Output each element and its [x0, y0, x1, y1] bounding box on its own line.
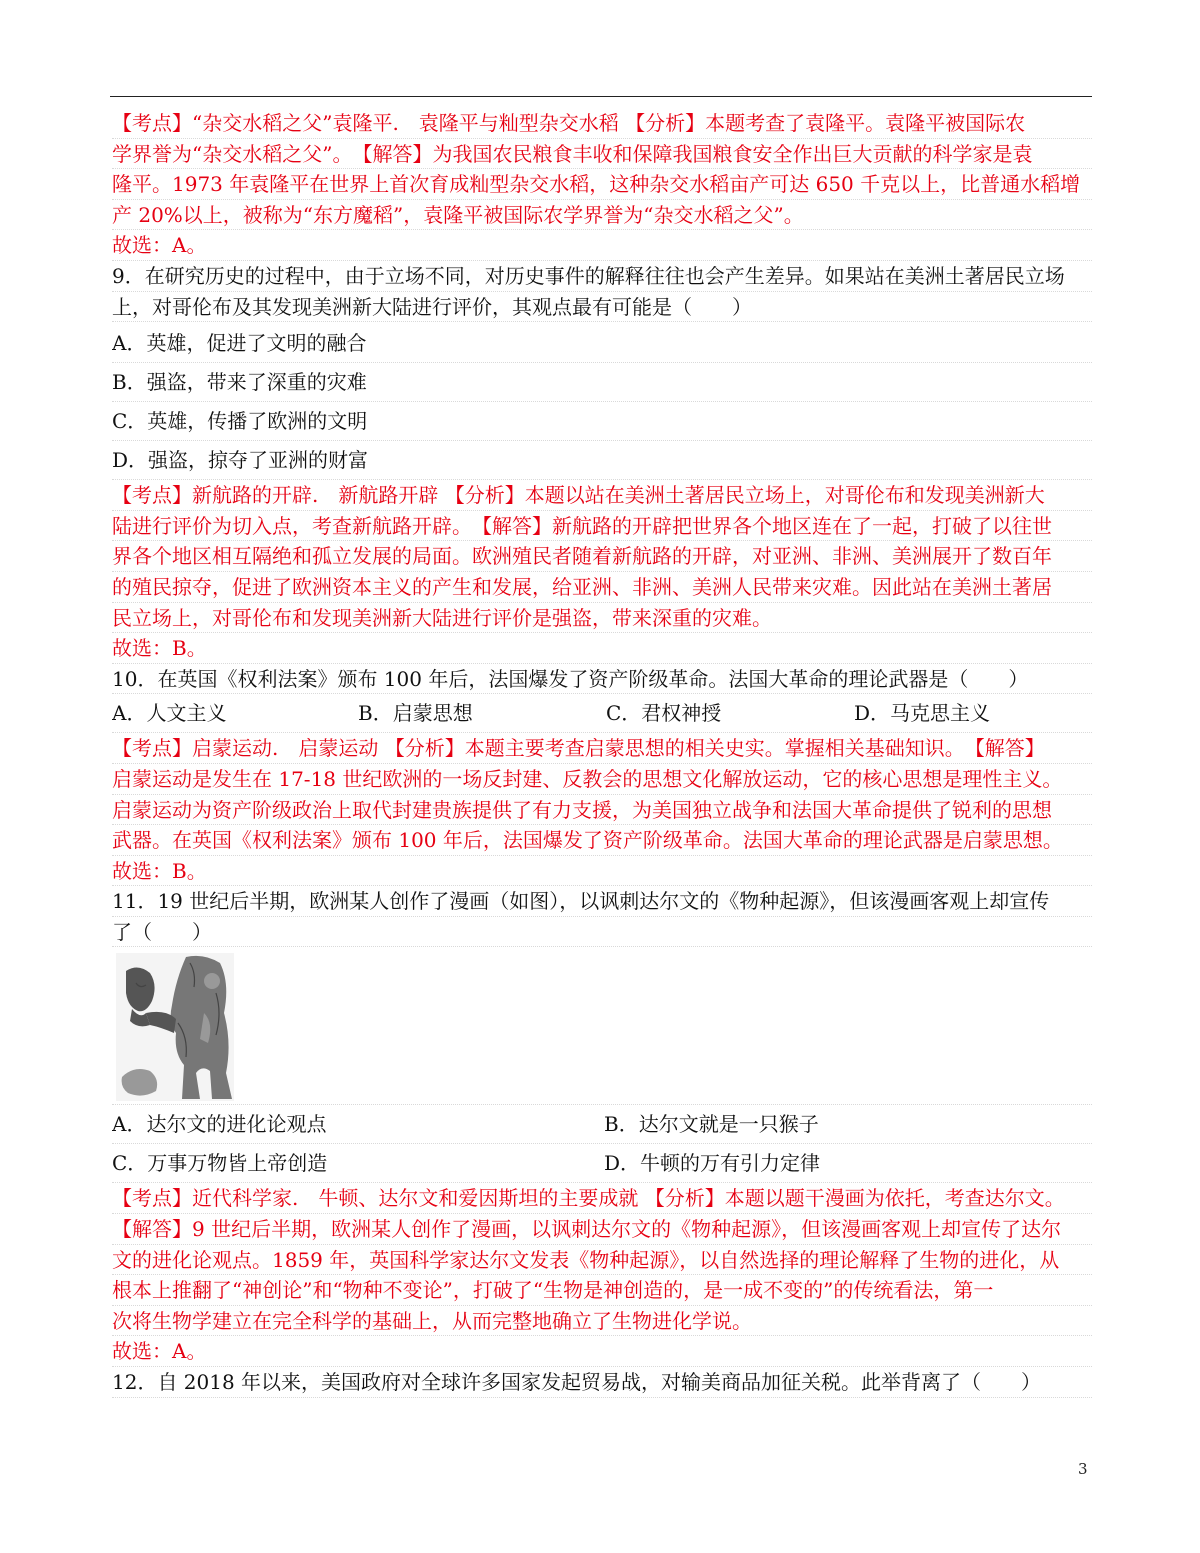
- header-rule: [110, 96, 1092, 97]
- option-d[interactable]: D．牛顿的万有引力定律: [604, 1151, 821, 1176]
- figure-row: [112, 947, 1092, 1105]
- option-d[interactable]: D．强盗，掠夺了亚洲的财富: [112, 441, 1092, 480]
- answer-line: 文的进化论观点。1859 年，英国科学家达尔文发表《物种起源》，以自然选择的理论解释了生物的进化，从: [112, 1245, 1092, 1276]
- answer-line: 武器。在英国《权利法案》颁布 100 年后，法国爆发了资产阶级革命。法国大革命的理论武器是启蒙思想。: [112, 825, 1092, 856]
- answer-line: 民立场上，对哥伦布和发现美洲新大陆进行评价是强盗，带来深重的灾难。: [112, 603, 1092, 634]
- options-row: [112, 1105, 1092, 1144]
- answer-line: 【考点】启蒙运动. 启蒙运动 【分析】本题主要考查启蒙思想的相关史实。掌握相关基础知识。 【解答】: [112, 733, 1092, 764]
- answer-choice: 故选：B。: [112, 856, 1092, 887]
- options-row: [112, 694, 1092, 733]
- answer-line: 启蒙运动是发生在 17-18 世纪欧洲的一场反封建、反教会的思想文化解放运动，它的核心思想是理性主义。: [112, 764, 1092, 795]
- answer-choice: 故选：A。: [112, 1336, 1092, 1367]
- q8-answer: [112, 108, 1092, 261]
- answer-line: 的殖民掠夺，促进了欧洲资本主义的产生和发展，给亚洲、非洲、美洲人民带来灾难。因此站在美洲土著居: [112, 572, 1092, 603]
- question-text: 11．19 世纪后半期，欧洲某人创作了漫画（如图），以讽刺达尔文的《物种起源》，但该漫画客观上却宣传: [112, 886, 1092, 917]
- option-c[interactable]: C．英雄，传播了欧洲的文明: [112, 402, 1092, 441]
- option-b[interactable]: B．启蒙思想: [358, 701, 473, 726]
- question-12: [112, 1367, 1092, 1398]
- option-a[interactable]: A．人文主义: [112, 701, 227, 726]
- darwin-cartoon-image: [116, 953, 234, 1101]
- option-a[interactable]: A．达尔文的进化论观点: [112, 1112, 327, 1137]
- question-text: 上，对哥伦布及其发现美洲新大陆进行评价，其观点最有可能是（ ）: [112, 292, 1092, 323]
- answer-line: 【考点】新航路的开辟. 新航路开辟 【分析】本题以站在美洲土著居民立场上，对哥伦布和发现美洲新大: [112, 480, 1092, 511]
- answer-line: 次将生物学建立在完全科学的基础上，从而完整地确立了生物进化学说。: [112, 1306, 1092, 1337]
- option-b[interactable]: B．强盗，带来了深重的灾难: [112, 363, 1092, 402]
- option-d[interactable]: D．马克思主义: [854, 701, 991, 726]
- question-text: 12．自 2018 年以来，美国政府对全球许多国家发起贸易战，对输美商品加征关税。此举背离了（ ）: [112, 1367, 1092, 1398]
- answer-line: 【考点】近代科学家. 牛顿、达尔文和爱因斯坦的主要成就 【分析】本题以题干漫画为依托，考查达尔文。: [112, 1183, 1092, 1214]
- question-9: [112, 261, 1092, 664]
- answer-line: 产 20%以上，被称为“东方魔稻”，袁隆平被国际农学界誉为“杂交水稻之父”。: [112, 200, 1092, 231]
- answer-line: 【解答】9 世纪后半期，欧洲某人创作了漫画，以讽刺达尔文的《物种起源》，但该漫画客观上却宣传了达尔: [112, 1214, 1092, 1245]
- answer-line: 根本上推翻了“神创论”和“物种不变论”，打破了“生物是神创造的，是一成不变的”的传统看法，第一: [112, 1275, 1092, 1306]
- answer-line: 隆平。1973 年袁隆平在世界上首次育成籼型杂交水稻，这种杂交水稻亩产可达 650 千克以上，比普通水稻增: [112, 169, 1092, 200]
- answer-line: 【考点】“杂交水稻之父”袁隆平. 袁隆平与籼型杂交水稻 【分析】本题考查了袁隆平。袁隆平被国际农: [112, 108, 1092, 139]
- question-text: 9．在研究历史的过程中，由于立场不同，对历史事件的解释往往也会产生差异。如果站在美洲土著居民立场: [112, 261, 1092, 292]
- option-c[interactable]: C．万事万物皆上帝创造: [112, 1151, 328, 1176]
- options-row: [112, 1144, 1092, 1183]
- option-a[interactable]: A．英雄，促进了文明的融合: [112, 324, 1092, 363]
- answer-line: 启蒙运动为资产阶级政治上取代封建贵族提供了有力支援，为美国独立战争和法国大革命提供了锐利的思想: [112, 795, 1092, 826]
- question-11: [112, 886, 1092, 1367]
- question-10: [112, 664, 1092, 887]
- answer-line: 界各个地区相互隔绝和孤立发展的局面。欧洲殖民者随着新航路的开辟，对亚洲、非洲、美洲展开了数百年: [112, 541, 1092, 572]
- question-text: 10．在英国《权利法案》颁布 100 年后，法国爆发了资产阶级革命。法国大革命的理论武器是（ ）: [112, 664, 1092, 695]
- answer-line: 陆进行评价为切入点，考查新航路开辟。 【解答】新航路的开辟把世界各个地区连在了一起，打破了以往世: [112, 511, 1092, 542]
- page-number: 3: [1078, 1460, 1088, 1478]
- answer-choice: 故选：B。: [112, 633, 1092, 664]
- answer-choice: 故选：A。: [112, 230, 1092, 261]
- answer-line: 学界誉为“杂交水稻之父”。 【解答】为我国农民粮食丰收和保障我国粮食安全作出巨大贡献的科学家是袁: [112, 139, 1092, 170]
- option-c[interactable]: C．君权神授: [606, 701, 722, 726]
- option-b[interactable]: B．达尔文就是一只猴子: [604, 1112, 819, 1137]
- document-body: [112, 108, 1092, 1398]
- question-text: 了（ ）: [112, 917, 1092, 948]
